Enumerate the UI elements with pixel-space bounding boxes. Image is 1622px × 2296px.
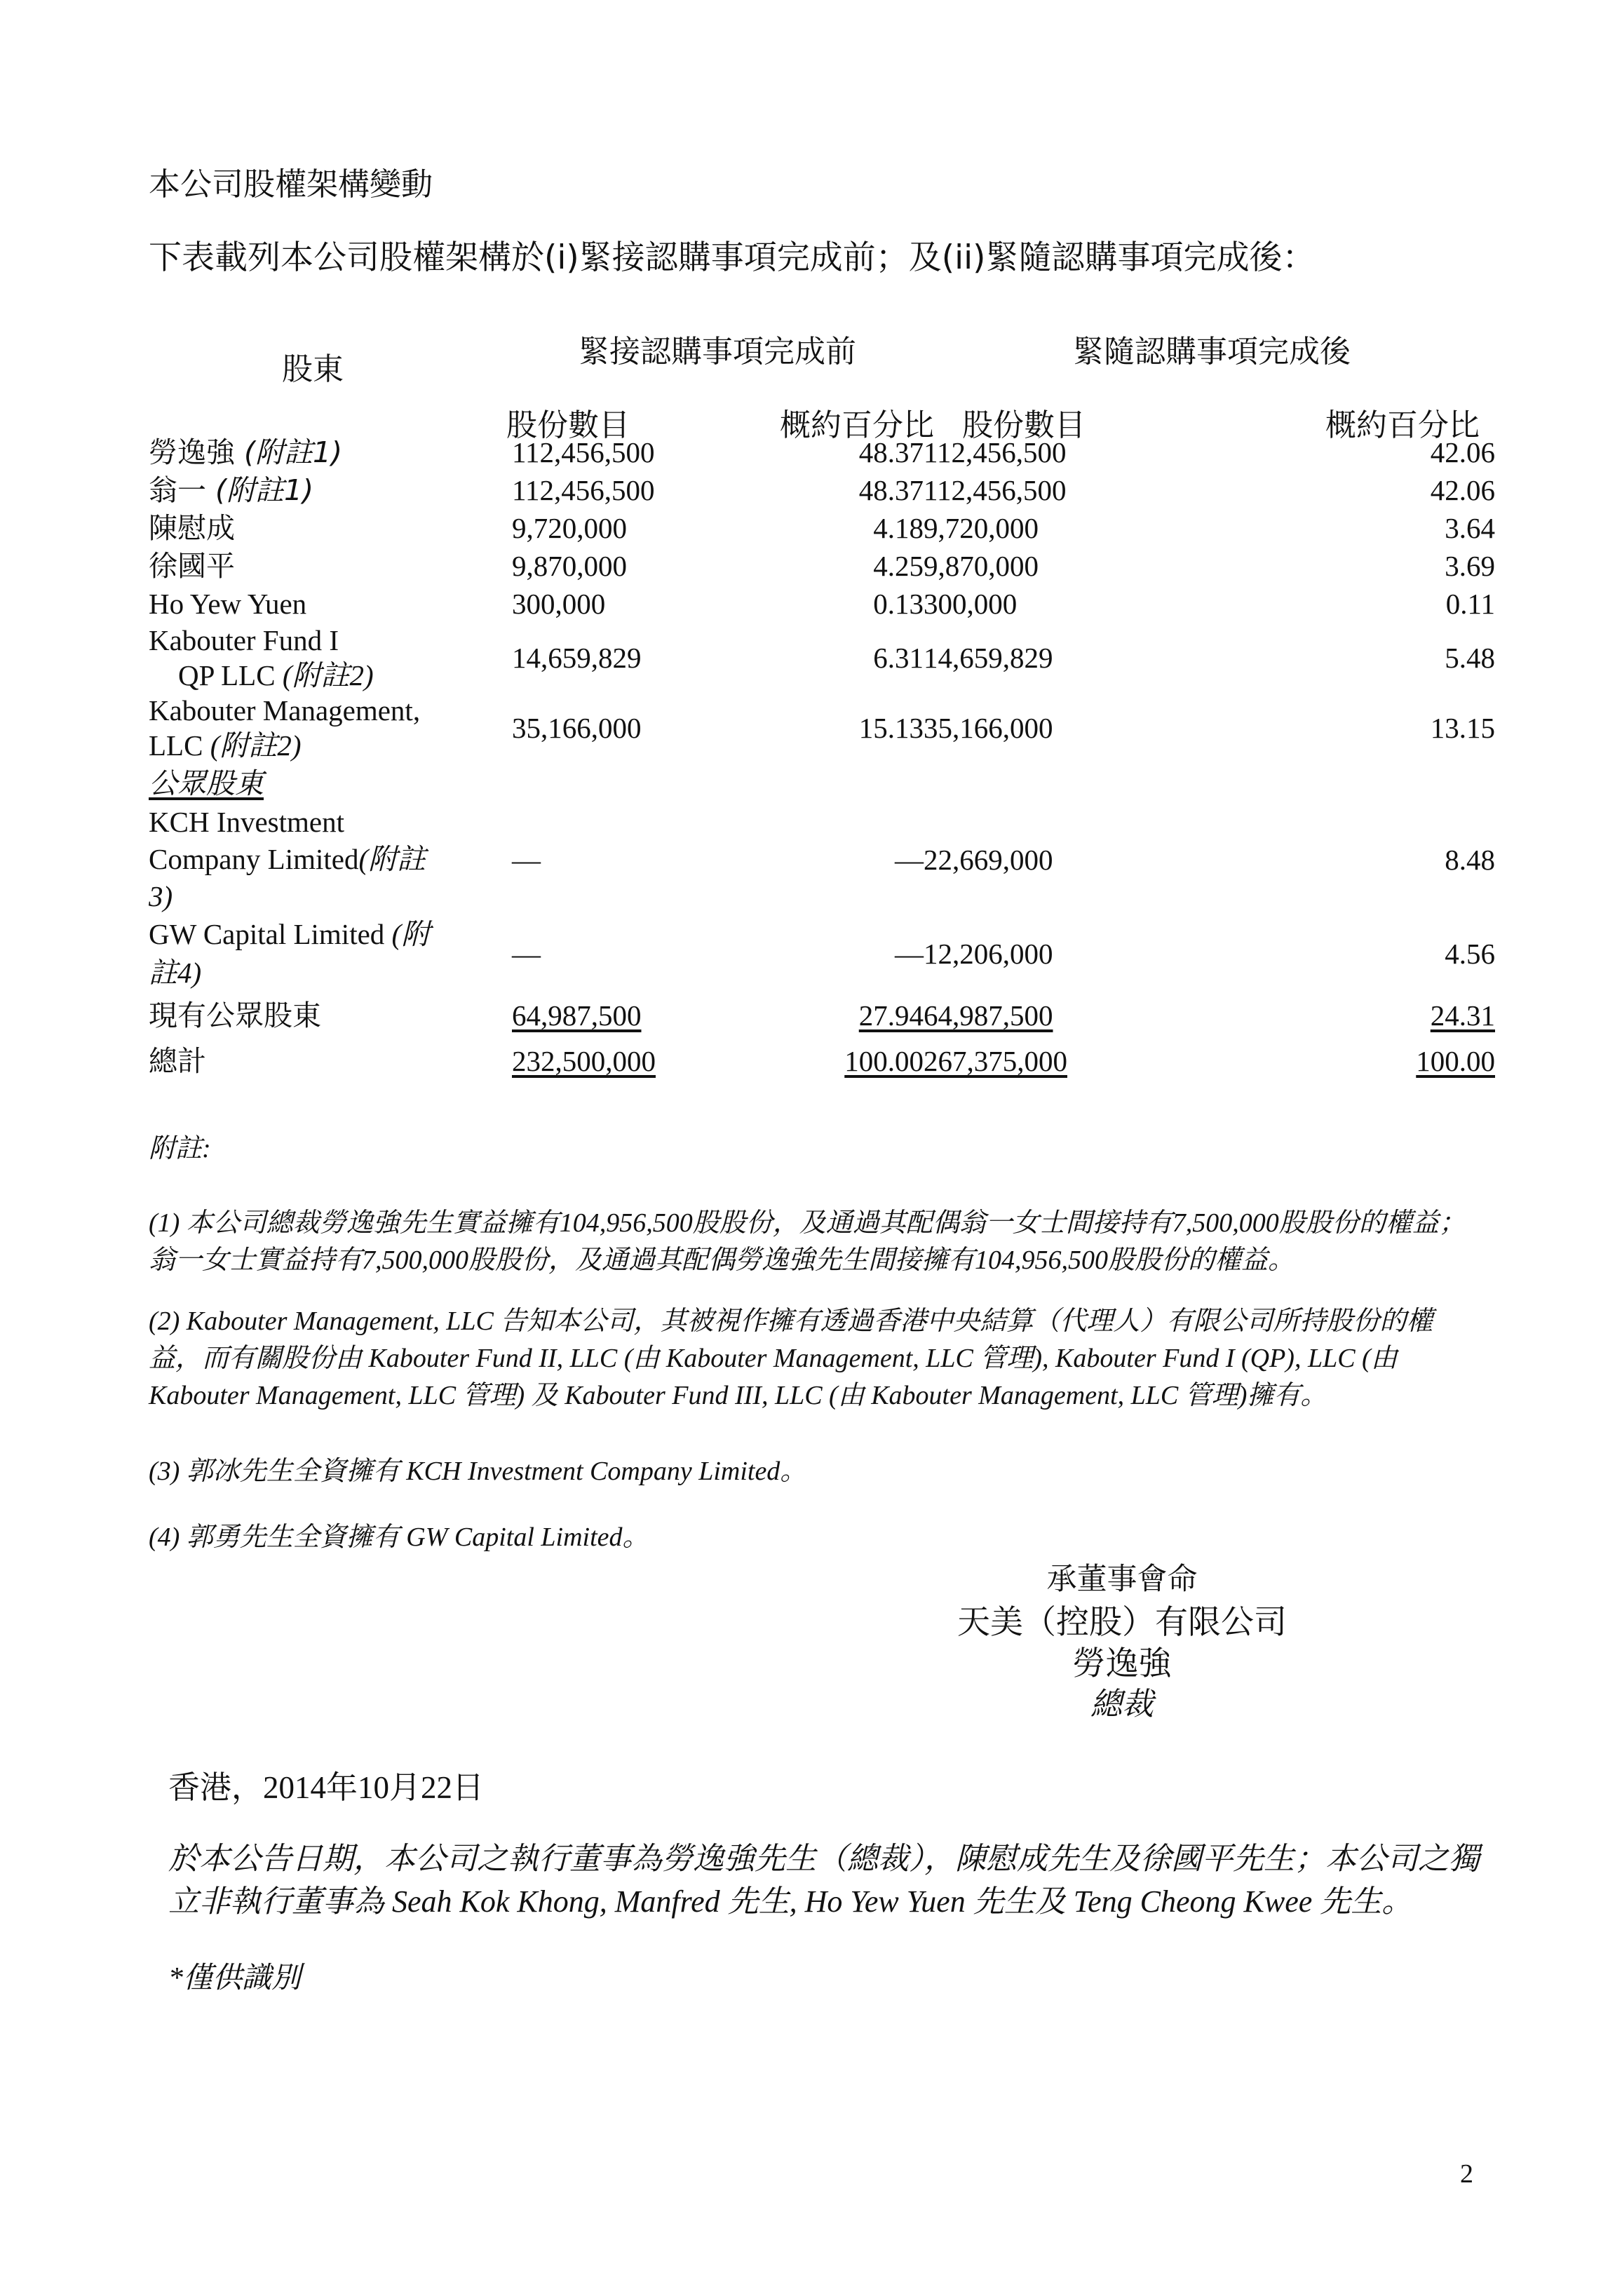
before-pct: —	[895, 938, 924, 970]
before-shares: 14,659,829	[512, 642, 642, 674]
after-shares: 112,456,500	[924, 436, 1067, 468]
before-shares: 9,720,000	[512, 512, 627, 544]
before-shares: 112,456,500	[512, 436, 655, 468]
before-pct: 48.37	[858, 474, 924, 506]
before-pct: 27.94	[858, 999, 924, 1032]
after-pct: 3.69	[1445, 550, 1495, 582]
intro-paragraph: 下表載列本公司股權架構於(i)緊接認購事項完成前；及(ii)緊隨認購事項完成後：	[149, 238, 1316, 277]
note-ref: (附註1)	[235, 435, 343, 469]
before-pct: 48.37	[858, 436, 924, 468]
note-ref: (附註	[358, 843, 426, 875]
table-row	[149, 804, 1495, 915]
note-ref: (附註2)	[210, 729, 302, 762]
shareholder-name-line1: KCH Investment	[149, 806, 344, 838]
before-pct: 4.25	[873, 550, 924, 582]
header-after-shares: 股份數目	[962, 407, 1086, 443]
before-shares: —	[512, 843, 541, 876]
before-shares: 35,166,000	[512, 712, 642, 744]
shareholder-name: 現有公眾股東	[149, 999, 321, 1032]
note-3: (3) 郭冰先生全資擁有 KCH Investment Company Limited。	[149, 1457, 807, 1486]
after-pct: 42.06	[1430, 436, 1495, 468]
header-before: 緊接認購事項完成前	[579, 334, 856, 370]
table-row	[149, 471, 1495, 509]
before-pct: —	[895, 843, 924, 876]
after-shares: 300,000	[924, 588, 1018, 620]
note-4: (4) 郭勇先生全資擁有 GW Capital Limited。	[149, 1522, 649, 1552]
section-heading: 本公司股權架構變動	[149, 166, 433, 203]
shareholder-name-line1: GW Capital Limited	[149, 918, 392, 950]
note-ref: (附註2)	[282, 659, 374, 691]
table-row	[149, 763, 1495, 804]
header-after-pct: 概約百分比	[1325, 407, 1480, 443]
after-shares: 14,659,829	[924, 642, 1053, 674]
after-pct: 100.00	[1416, 1045, 1495, 1077]
shareholder-name-line2: Company Limited	[149, 843, 359, 875]
after-pct: 13.15	[1430, 712, 1495, 744]
header-after: 緊隨認購事項完成後	[1073, 334, 1351, 370]
shareholder-name: Ho Yew Yuen	[149, 588, 307, 620]
note-1: (1) 本公司總裁勞逸強先生實益擁有104,956,500股股份，及通過其配偶翁一女士間接持有7,500,000股股份的權益；翁一女士實益持有7,500,000股股份，及通過其配偶勞逸強先生間接擁有104,956,500股股份的權益。	[149, 1208, 1466, 1275]
after-shares: 12,206,000	[924, 938, 1053, 970]
before-shares: 232,500,000	[512, 1045, 656, 1077]
after-pct: 4.56	[1445, 938, 1495, 970]
after-shares: 112,456,500	[924, 474, 1067, 506]
signature-line1: 承董事會命	[1046, 1562, 1198, 1597]
shareholder-name-line1: Kabouter Fund I	[149, 624, 339, 656]
before-shares: 9,870,000	[512, 550, 627, 582]
signature-title: 總裁	[1090, 1685, 1154, 1722]
before-pct: 6.31	[873, 642, 924, 674]
after-pct: 8.48	[1445, 843, 1495, 876]
table-row	[149, 585, 1495, 623]
before-pct: 0.13	[873, 588, 924, 620]
before-pct: 100.00	[844, 1045, 924, 1077]
table-row	[149, 623, 1495, 693]
note-ref-cont: 3)	[149, 880, 173, 912]
footnote: *僅供識別	[168, 1962, 302, 1994]
header-before-shares: 股份數目	[506, 407, 630, 443]
after-shares: 267,375,000	[924, 1045, 1067, 1077]
directors-paragraph: 於本公告日期，本公司之執行董事為勞逸強先生（總裁），陳慰成先生及徐國平先生；本公司之獨立非執行董事為 Seah Kok Khong, Manfred 先生, Ho Yew Yuen 先生及 Teng Cheong Kwee 先生。	[168, 1842, 1480, 1919]
after-pct: 0.11	[1445, 588, 1495, 620]
after-shares: 64,987,500	[924, 999, 1053, 1032]
header-before-pct: 概約百分比	[780, 407, 934, 443]
shareholder-name: 翁一	[149, 473, 216, 507]
note-ref-cont: 註4)	[149, 957, 202, 989]
note-ref: (附	[391, 918, 431, 950]
before-shares: 112,456,500	[512, 474, 655, 506]
note-2: (2) Kabouter Management, LLC 告知本公司，其被視作擁有透過香港中央結算（代理人）有限公司所持股份的權益，而有關股份由 Kabouter Fund II, LLC (由 Kabouter Management, LLC 管理), Kabouter Fund I (QP), LLC (由 Kabouter Management, LLC 管理) 及 Kabouter Fund III, LLC (由 Kabouter Management, LLC 管理)擁有。	[149, 1306, 1433, 1410]
table-row	[149, 992, 1495, 1039]
public-shareholders-label: 公眾股東	[149, 767, 264, 800]
after-shares: 22,669,000	[924, 843, 1053, 876]
before-shares: 300,000	[512, 588, 606, 620]
shareholder-name: 陳慰成	[149, 511, 235, 545]
shareholding-table	[149, 433, 1495, 1083]
table-row	[149, 509, 1495, 547]
shareholder-name-line1: Kabouter Management,	[149, 694, 421, 727]
before-shares: 64,987,500	[512, 999, 642, 1032]
signature-person: 勞逸強	[1072, 1645, 1172, 1683]
shareholder-name-line2: LLC	[149, 729, 210, 762]
table-row	[149, 547, 1495, 585]
shareholder-name: 徐國平	[149, 549, 235, 583]
after-shares: 35,166,000	[924, 712, 1053, 744]
before-shares: —	[512, 938, 541, 970]
after-pct: 3.64	[1445, 512, 1495, 544]
after-shares: 9,720,000	[924, 512, 1039, 544]
shareholder-name: 勞逸強	[149, 435, 235, 469]
date-line: 香港，2014年10月22日	[168, 1770, 485, 1805]
before-pct: 4.18	[873, 512, 924, 544]
note-ref: (附註1)	[215, 473, 314, 507]
table-row	[149, 693, 1495, 763]
after-pct: 42.06	[1430, 474, 1495, 506]
notes-label: 附註:	[149, 1134, 211, 1163]
after-pct: 24.31	[1430, 999, 1495, 1032]
page-number: 2	[1460, 2159, 1473, 2189]
before-pct: 15.13	[858, 712, 924, 744]
table-row	[149, 433, 1495, 471]
header-shareholder: 股東	[282, 351, 344, 387]
table-row	[149, 915, 1495, 992]
after-pct: 5.48	[1445, 642, 1495, 674]
after-shares: 9,870,000	[924, 550, 1039, 582]
signature-company: 天美（控股）有限公司	[957, 1603, 1287, 1642]
shareholder-name: 總計	[149, 1044, 206, 1078]
table-row	[149, 1039, 1495, 1083]
shareholder-name-line2: QP LLC	[178, 659, 283, 691]
